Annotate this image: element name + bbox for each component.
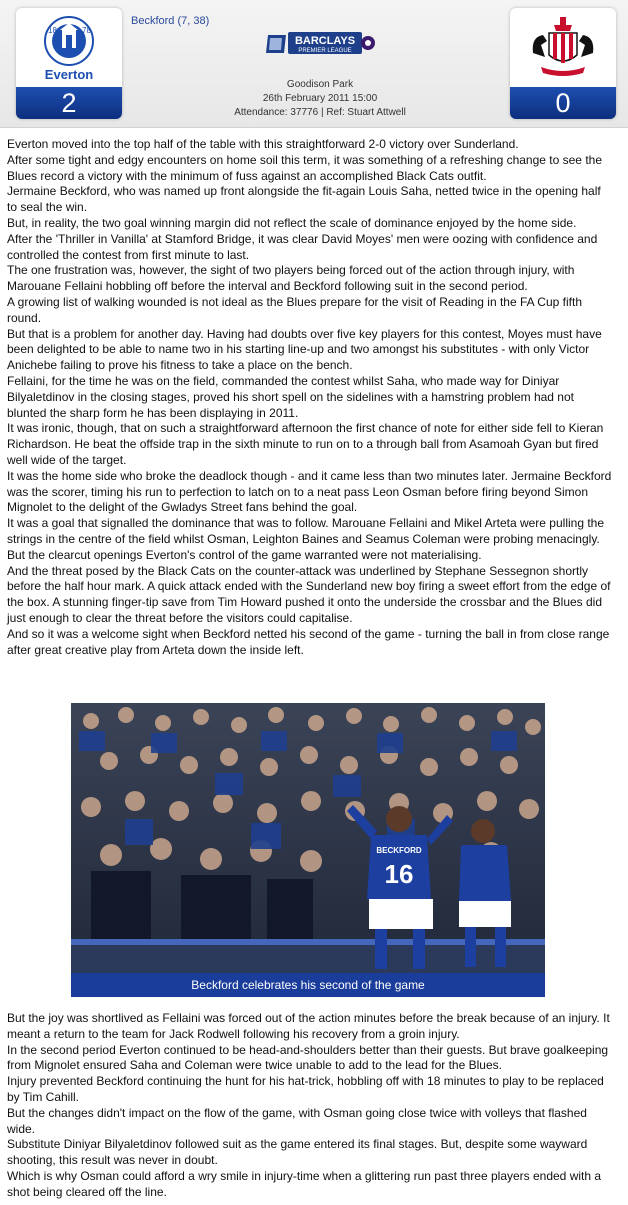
report-paragraph: But the changes didn't impact on the flow of the game, with Osman going close twice with volleys that flashed wide. (7, 1105, 587, 1136)
report-paragraph: Fellaini, for the time he was on the field, commanded the contest whilst Saha, who made way for Diniyar Bilyaletdinov in the closing stages, proved his short spell on the sidelines with a hamstring problem had not blunted the sharp form he has been displaying in 2011. (7, 373, 574, 420)
league-logo-sub: PREMIER LEAGUE (298, 48, 352, 54)
crest-year-right: 78 (82, 26, 91, 35)
report-paragraph: Injury prevented Beckford continuing the hunt for his hat-trick, hobbling off with 18 minutes to play to be replaced by Tim Cahill. (7, 1074, 604, 1104)
venue: Goodison Park (286, 79, 354, 90)
match-datetime: 26th February 2011 15:00 (262, 93, 378, 104)
crowd-illustration (71, 703, 545, 997)
everton-crest-icon (16, 8, 122, 86)
report-paragraph: It was the home side who broke the deadlock though - and it came less than two minutes later. Jermaine Beckford was the scorer, timing his run to perfection to latch on to a neat pass Leon Osman before firing beyond Simon Mignolet to the delight of the Gwladys Street fans behind the goal. (7, 468, 612, 515)
report-paragraph: And the threat posed by the Black Cats on the counter-attack was underlined by Stephane Sessegnon shortly before the half hour mark. A quick attack ended with the Sunderland new boy firing a sweet effort from the edge of the box. A stunning finger-tip save from Tim Howard pushed it onto the underside the crossbar and the Blues did just enough to clear the threat before the visitors could capitalise. (7, 563, 611, 625)
away-score: 0 (510, 87, 616, 119)
match-report-part-1 (7, 137, 613, 658)
report-paragraph: It was a goal that signalled the dominance that was to follow. Marouane Fellaini and Mikel Arteta were pulling the strings in the centre of the field whilst Osman, Leighton Baines and Seamus Coleman were probing menacingly. But the clearcut openings Everton's control of the game warranted were not materialising. (7, 516, 605, 562)
crest-year-left: 18 (48, 26, 57, 35)
match-report-part-2 (7, 1011, 613, 1201)
home-team-card[interactable] (16, 8, 122, 119)
report-paragraph: But, in reality, the two goal winning margin did not reflect the scale of dominance enjoyed by the home side. (7, 215, 577, 230)
photo-caption: Beckford celebrates his second of the game (71, 973, 545, 997)
report-paragraph: Everton moved into the top half of the table with this straightforward 2-0 victory over Sunderland. (7, 137, 519, 151)
shirt-name: BECKFORD (376, 846, 422, 855)
home-score: 2 (16, 87, 122, 119)
report-paragraph: In the second period Everton continued to be head-and-shoulders better than their guests. But brave goalkeeping from Mignolet ensured Saha and Coleman were twice unable to add to the lead for the Blues. (7, 1042, 609, 1073)
match-header (0, 0, 628, 128)
report-paragraph: Substitute Diniyar Bilyaletdinov followed suit as the game entered its final stages. But, despite some wayward shooting, this result was never in doubt. (7, 1137, 588, 1168)
report-paragraph: After the 'Thriller in Vanilla' at Stamford Bridge, it was clear David Moyes' men were oozing with confidence and controlled the contest from first minute to last. (7, 231, 598, 262)
report-paragraph: But the joy was shortlived as Fellaini was forced out of the action minutes before the break because of an injury. It meant a return to the team for Jack Rodwell following his recovery from a groin injury. (7, 1011, 610, 1041)
league-logo-main: BARCLAYS (294, 35, 356, 47)
report-paragraph: After some tight and edgy encounters on home soil this term, it was something of a refreshing change to see the Blues record a victory with the minimum of fuss against an accomplished Black Cats outfit. (7, 152, 602, 183)
goal-scorers: Beckford (7, 38) (131, 15, 210, 27)
report-paragraph: But that is a problem for another day. Having had doubts over five key players for this contest, Moyes must have been delighted to be able to name two in his starting line-up and two amongst his substitutes - with only Victor Anichebe failing to prove his fitness to take a place on the bench. (7, 326, 602, 373)
report-paragraph: Which is why Osman could afford a wry smile in injury-time when a glittering run past three players ended with a shot being cleared off the line. (7, 1168, 602, 1199)
report-paragraph: And so it was a welcome sight when Beckford netted his second of the game - turning the ball in from close range after great creative play from Arteta down the inside left. (7, 626, 610, 657)
report-paragraph: Jermaine Beckford, who was named up front alongside the fit-again Louis Saha, netted twice in the opening half to seal the win. (7, 184, 601, 215)
report-paragraph: It was ironic, though, that on such a straightforward afternoon the first chance of note for either side fell to Kieran Richardson. He beat the offside trap in the sixth minute to run on to a through ball from Asamoah Gyan but fired well wide of the target. (7, 421, 604, 467)
celebration-photo (71, 703, 545, 997)
crest-club-name: Everton (44, 67, 94, 82)
attendance-referee: Attendance: 37776 | Ref: Stuart Attwell (234, 107, 406, 118)
premier-league-logo (264, 29, 376, 59)
report-paragraph: A growing list of walking wounded is not ideal as the Blues prepare for the visit of Reading in the FA Cup fifth round. (7, 294, 582, 325)
away-team-card[interactable] (510, 8, 616, 119)
sunderland-crest-icon (510, 8, 616, 86)
report-paragraph: The one frustration was, however, the sight of two players being forced out of the action through injury, with Marouane Fellaini hobbling off before the interval and Beckford following suit in the second period. (7, 263, 575, 294)
shirt-number: 16 (384, 859, 414, 889)
